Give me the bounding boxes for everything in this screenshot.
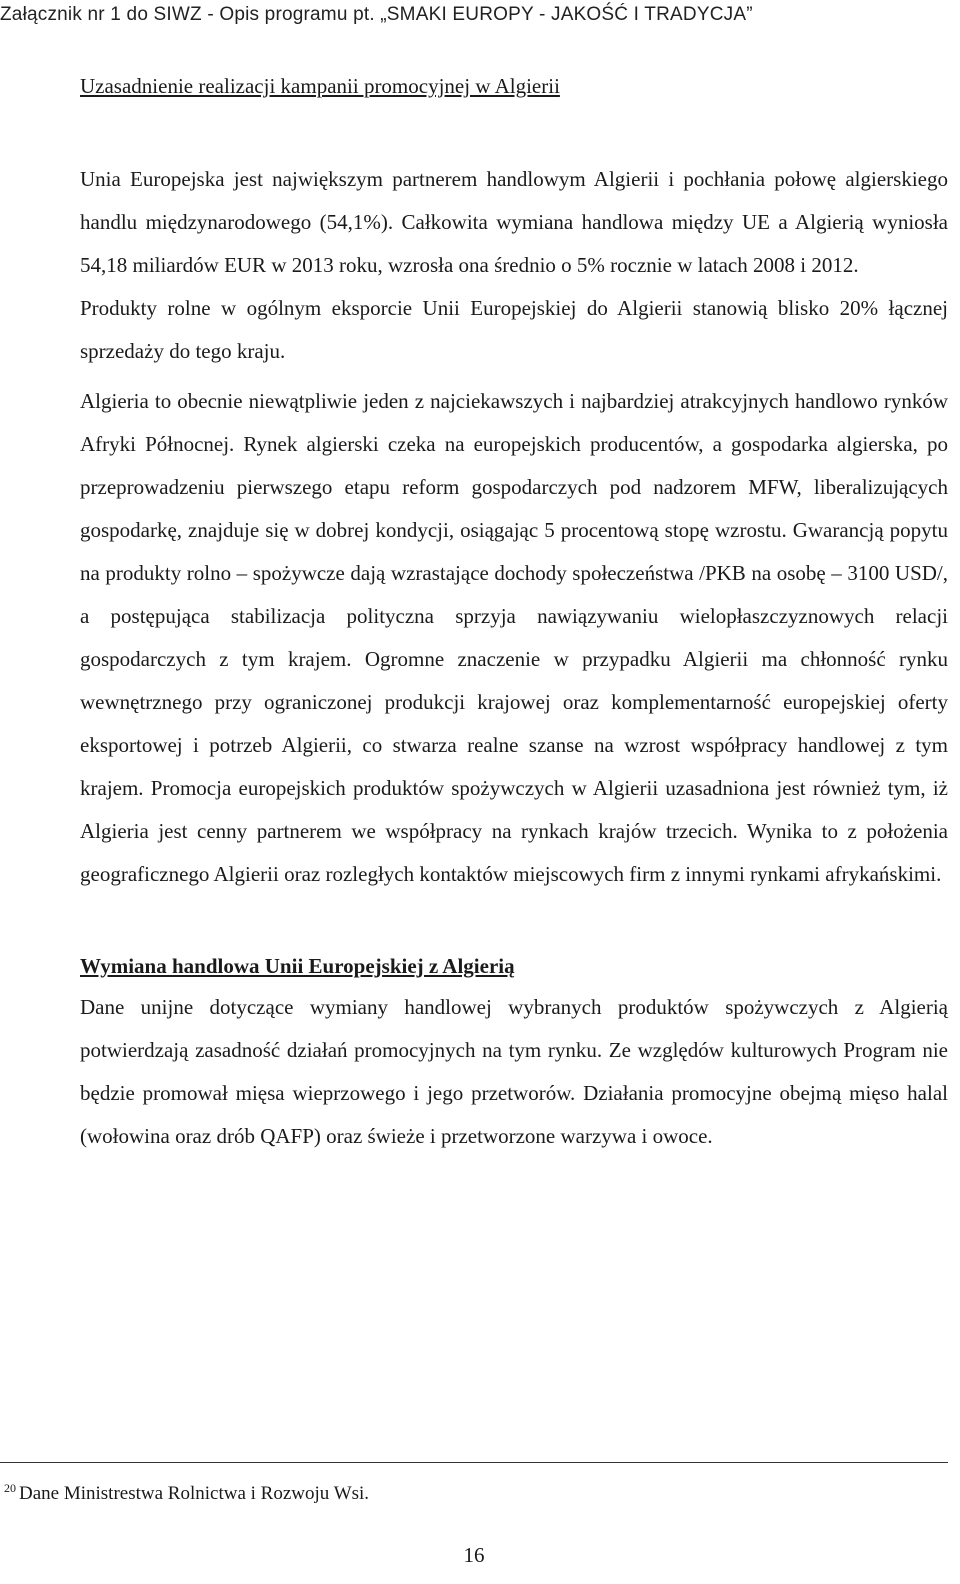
footnote-text: Dane Ministrestwa Rolnictwa i Rozwoju Wsi. [19,1483,370,1504]
document-title: Uzasadnienie realizacji kampanii promocyjnej w Algierii [80,74,560,98]
footnote [4,1476,369,1506]
paragraph-trade-partner: Unia Europejska jest największym partnerem handlowym Algierii i pochłania połowę algierskiego handlu międzynarodowego (54,1%). Całkowita wymiana handlowa między UE a Algierią wyniosła 54,18 miliardów EUR w 2013 roku, wzrosła ona średnio o 5% rocznie w latach 2008 i 2012. [80,167,948,277]
paragraph-agri-exports: Produkty rolne w ogólnym eksporcie Unii Europejskiej do Algierii stanowią blisko 20% łącznej sprzedaży do tego kraju. [80,296,948,363]
page-number: 16 [463,1543,485,1567]
paragraph-market-outlook: Algieria to obecnie niewątpliwie jeden z najciekawszych i najbardziej atrakcyjnych handlowo rynków Afryki Północnej. Rynek algierski czeka na europejskich producentów, a gospodarka algierska, po przeprowadzeniu pierwszego etapu reform gospodarczych pod nadzorem MFW, liberalizujących gospodarkę, znajduje się w dobrej kondycji, osiągając 5 procentową stopę wzrostu. Gwarancją popytu na produkty rolno – spożywcze dają wzrastające dochody społeczeństwa /PKB na osobę – 3100 USD/, a postępująca stabilizacja polityczna sprzyja nawiązywaniu wielopłaszczyznowych relacji gospodarczych z tym krajem. Ogromne znaczenie w przypadku Algierii ma chłonność rynku wewnętrznego przy ograniczonej produkcji krajowej oraz komplementarność europejskiej oferty eksportowej i potrzeb Algierii, co stwarza realne szanse na wzrost współpracy handlowej z tym krajem. Promocja europejskich produktów spożywczych w Algierii uzasadniona jest również tym, iż Algieria jest cenny partnerem we współpracy na rynkach krajów trzecich. Wynika to z położenia geograficznego Algierii oraz rozległych kontaktów miejscowych firm z innymi rynkami afrykańskimi. [80,389,948,886]
footnote-divider [0,1462,948,1463]
footnote-marker: 20 [4,1481,16,1495]
document-body [80,70,948,1158]
paragraph-eu-data: Dane unijne dotyczące wymiany handlowej wybranych produktów spożywczych z Algierią potwierdzają zasadność działań promocyjnych na tym rynku. Ze względów kulturowych Program nie będzie promował mięsa wieprzowego i jego przetworów. Działania promocyjne obejmą mięso halal (wołowina oraz drób QAFP) oraz świeże i przetworzone warzywa i owoce. [80,995,948,1148]
section-heading: Wymiana handlowa Unii Europejskiej z Algierią [80,954,515,978]
running-header: Załącznik nr 1 do SIWZ - Opis programu pt. „SMAKI EUROPY - JAKOŚĆ I TRADYCJA” [0,4,753,25]
